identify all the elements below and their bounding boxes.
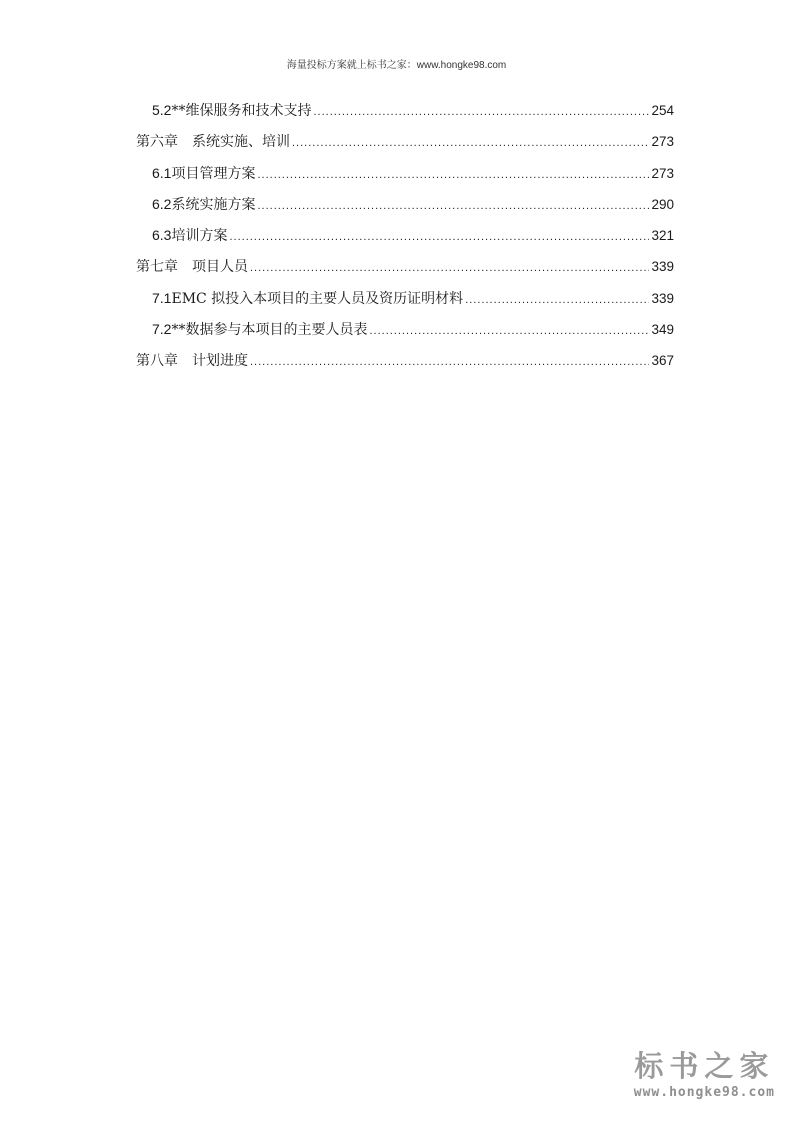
toc-entry-chapter-6[interactable] bbox=[136, 131, 674, 162]
header-url: www.hongke98.com bbox=[416, 60, 507, 71]
toc-entry-6-2[interactable] bbox=[136, 194, 674, 225]
toc-entry-6-1[interactable] bbox=[136, 163, 674, 194]
toc-title: 第七章 项目人员 bbox=[136, 259, 248, 276]
toc-leader bbox=[250, 356, 649, 368]
toc-leader bbox=[313, 106, 649, 118]
toc-page-number: 254 bbox=[651, 103, 674, 118]
toc-number: 7.1 bbox=[152, 289, 172, 306]
toc-leader bbox=[250, 262, 649, 274]
toc-page-number: 339 bbox=[651, 259, 674, 275]
header-text: 海量投标方案就上标书之家： bbox=[286, 60, 417, 71]
toc-number: 6.2 bbox=[152, 195, 172, 212]
toc-entry-5-2[interactable] bbox=[136, 100, 674, 131]
toc-title: 第八章 计划进度 bbox=[136, 353, 248, 370]
page-header bbox=[0, 56, 793, 71]
toc-leader bbox=[229, 231, 649, 243]
watermark-name: 标书之家 bbox=[634, 1049, 775, 1083]
toc-entry-chapter-7[interactable] bbox=[136, 256, 674, 287]
toc-title: **维保服务和技术支持 bbox=[171, 103, 312, 119]
toc-number: 6.1 bbox=[152, 164, 172, 181]
watermark-logo bbox=[633, 1049, 775, 1100]
toc-leader bbox=[292, 137, 649, 149]
toc-leader bbox=[257, 200, 649, 212]
toc-title: 系统实施方案 bbox=[171, 196, 256, 213]
toc-entry-7-2[interactable] bbox=[136, 319, 674, 350]
toc-page-number: 339 bbox=[651, 290, 674, 306]
toc-page-number: 290 bbox=[651, 196, 674, 212]
toc-entry-chapter-8[interactable] bbox=[136, 350, 674, 381]
toc-number: 7.2 bbox=[152, 321, 172, 338]
table-of-contents bbox=[136, 100, 674, 382]
watermark-url: www.hongke98.com bbox=[633, 1085, 775, 1100]
toc-entry-6-3[interactable] bbox=[136, 225, 674, 256]
toc-page-number: 273 bbox=[651, 165, 674, 181]
toc-leader bbox=[465, 294, 649, 306]
toc-page-number: 273 bbox=[651, 134, 674, 150]
toc-leader bbox=[369, 325, 649, 337]
toc-title: 第六章 系统实施、培训 bbox=[136, 134, 290, 151]
toc-page-number: 367 bbox=[651, 353, 674, 369]
toc-entry-7-1[interactable] bbox=[136, 288, 674, 319]
toc-title: 培训方案 bbox=[171, 228, 228, 245]
toc-page-number: 349 bbox=[651, 322, 674, 338]
toc-title: **数据参与本项目的主要人员表 bbox=[171, 322, 368, 339]
toc-page-number: 321 bbox=[651, 228, 674, 244]
toc-title: 项目管理方案 bbox=[171, 165, 256, 182]
toc-number: 6.3 bbox=[152, 227, 172, 244]
toc-number: 5.2 bbox=[152, 102, 172, 118]
toc-title: EMC 拟投入本项目的主要人员及资历证明材料 bbox=[171, 290, 464, 307]
toc-leader bbox=[257, 169, 649, 181]
